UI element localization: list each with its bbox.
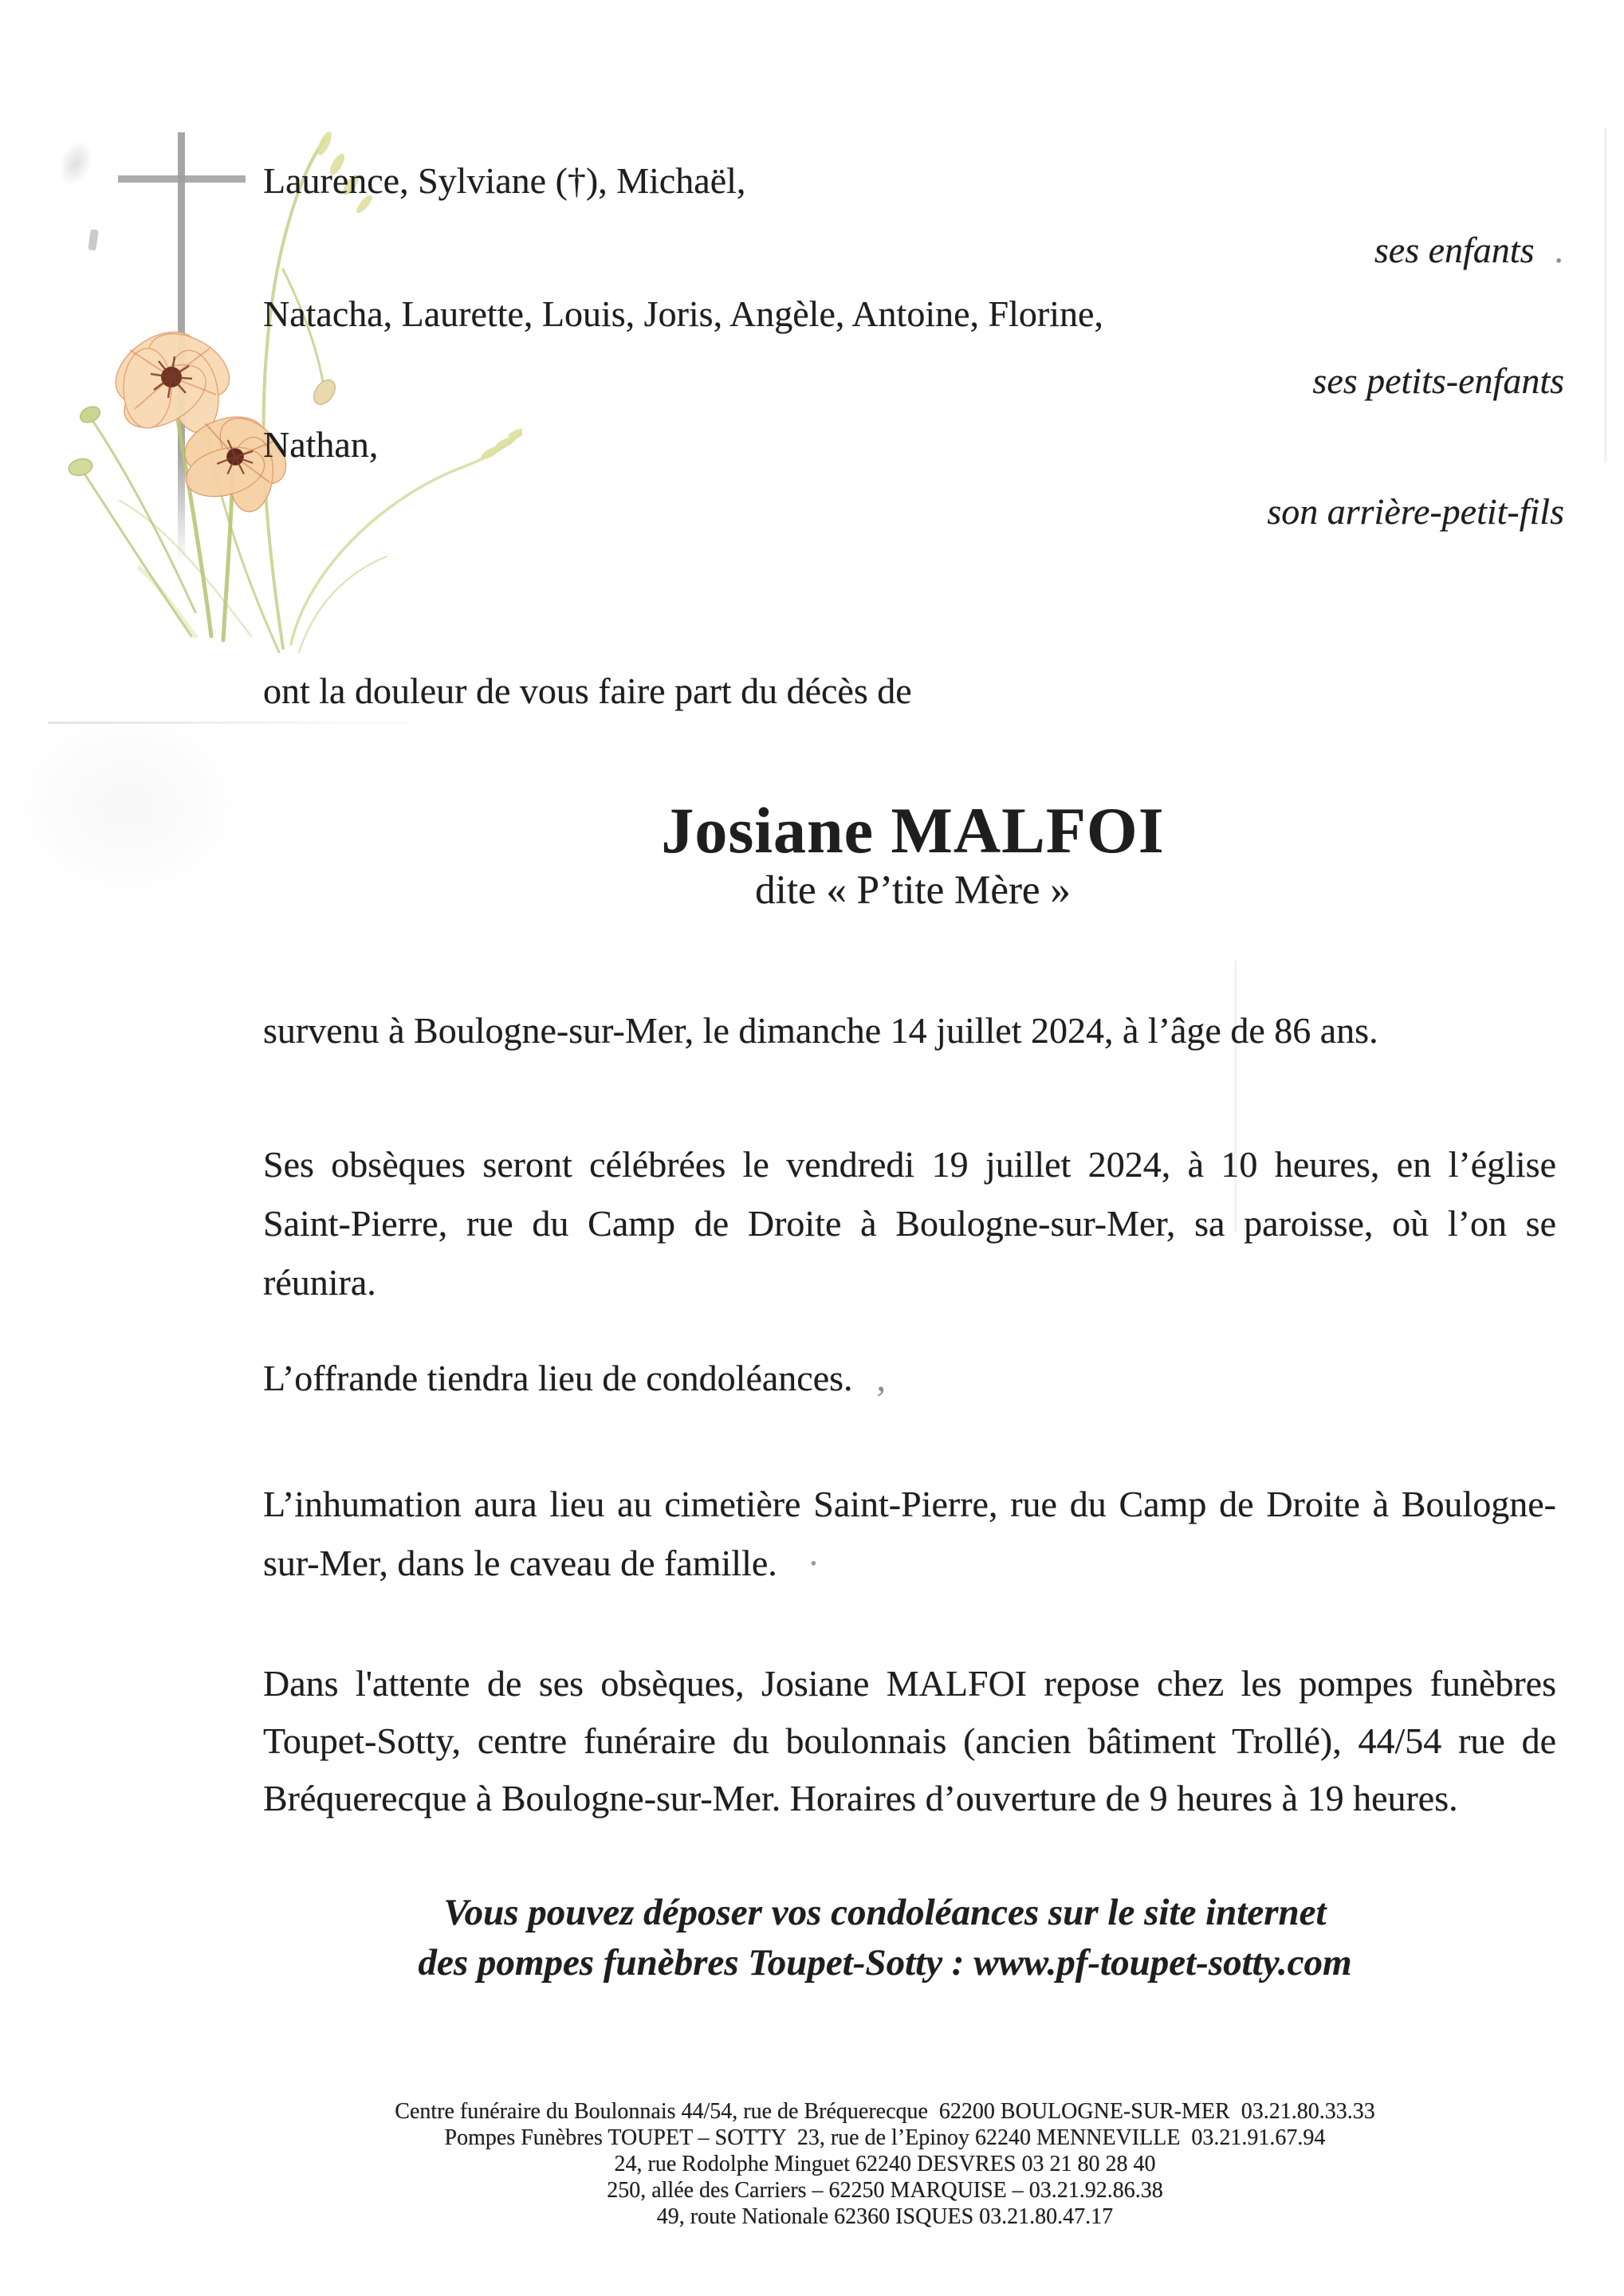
scan-artifact: , xyxy=(876,1358,887,1398)
paragraph-line: Dans l'attente de ses obsèques, Josiane MALFOI repose chez les pompes funèbres xyxy=(263,1663,1556,1704)
family-names-line-1: Laurence, Sylviane (†), Michaël, xyxy=(263,160,746,201)
footer-address-line: 49, route Nationale 62360 ISQUES 03.21.80.47.17 xyxy=(656,2204,1114,2229)
deceased-alias: dite « P’tite Mère » xyxy=(755,868,1071,913)
family-names-line-2: Natacha, Laurette, Louis, Joris, Angèle, Antoine, Florine, xyxy=(263,293,1103,334)
paragraph-line xyxy=(263,1534,1556,1593)
relation-text: ses petits-enfants xyxy=(1312,360,1564,401)
condolences-note-line-2: des pompes funèbres Toupet-Sotty : www.pf-toupet-sotty.com xyxy=(418,1942,1352,1983)
funeral-service-paragraph xyxy=(263,1135,1556,1312)
paragraph-line: réunira. xyxy=(263,1262,376,1303)
offering-text: L’offrande tiendra lieu de condoléances. xyxy=(263,1358,853,1398)
repose-paragraph xyxy=(263,1655,1556,1827)
scan-artifact: · xyxy=(807,1543,820,1583)
intro-line: ont la douleur de vous faire part du décès de xyxy=(263,670,912,711)
condolences-note-line-1: Vous pouvez déposer vos condoléances sur le site internet xyxy=(443,1892,1327,1933)
deceased-name: Josiane MALFOI xyxy=(661,794,1165,867)
relation-label-children xyxy=(263,227,1564,273)
footer-address-line: Pompes Funèbres TOUPET – SOTTY 23, rue de l’Epinoy 62240 MENNEVILLE 03.21.91.67.94 xyxy=(444,2125,1326,2150)
paragraph-line: Bréquerecque à Boulogne-sur-Mer. Horaires d’ouverture de 9 heures à 19 heures. xyxy=(263,1778,1458,1818)
relation-label-great-grandson xyxy=(263,489,1564,535)
scan-smudge xyxy=(48,721,446,724)
paragraph-line: Saint-Pierre, rue du Camp de Droite à Boulogne-sur-Mer, sa paroisse, où l’on se xyxy=(263,1203,1556,1244)
death-announcement-line: survenu à Boulogne-sur-Mer, le dimanche 14 juillet 2024, à l’âge de 86 ans. xyxy=(263,1010,1378,1051)
footer-address-line: 24, rue Rodolphe Minguet 62240 DESVRES 03 21 80 28 40 xyxy=(614,2152,1156,2176)
scan-artifact: . xyxy=(1555,230,1564,270)
scan-smudge xyxy=(0,702,255,909)
paragraph-line: Toupet-Sotty, centre funéraire du boulonnais (ancien bâtiment Trollé), 44/54 rue de xyxy=(263,1720,1556,1761)
condolences-note xyxy=(151,1888,1618,1988)
funeral-home-addresses xyxy=(151,2098,1618,2230)
paragraph-text: sur-Mer, dans le caveau de famille. xyxy=(263,1543,777,1583)
relation-text: son arrière-petit-fils xyxy=(1267,491,1564,532)
footer-address-line: 250, allée des Carriers – 62250 MARQUISE – 03.21.92.86.38 xyxy=(607,2178,1163,2203)
footer-address-line: Centre funéraire du Boulonnais 44/54, rue de Bréquerecque 62200 BOULOGNE-SUR-MER 03.21.80.33.33 xyxy=(395,2099,1375,2124)
paragraph-line: L’inhumation aura lieu au cimetière Saint-Pierre, rue du Camp de Droite à Boulogne- xyxy=(263,1484,1556,1524)
paragraph-line: Ses obsèques seront célébrées le vendredi 19 juillet 2024, à 10 heures, en l’église xyxy=(263,1144,1556,1185)
burial-paragraph xyxy=(263,1475,1556,1593)
offering-line xyxy=(263,1355,1618,1402)
relation-label-grandchildren xyxy=(263,358,1564,404)
scan-smudge xyxy=(1604,128,1606,462)
family-names-line-3: Nathan, xyxy=(263,424,379,465)
relation-text: ses enfants xyxy=(1374,230,1535,270)
